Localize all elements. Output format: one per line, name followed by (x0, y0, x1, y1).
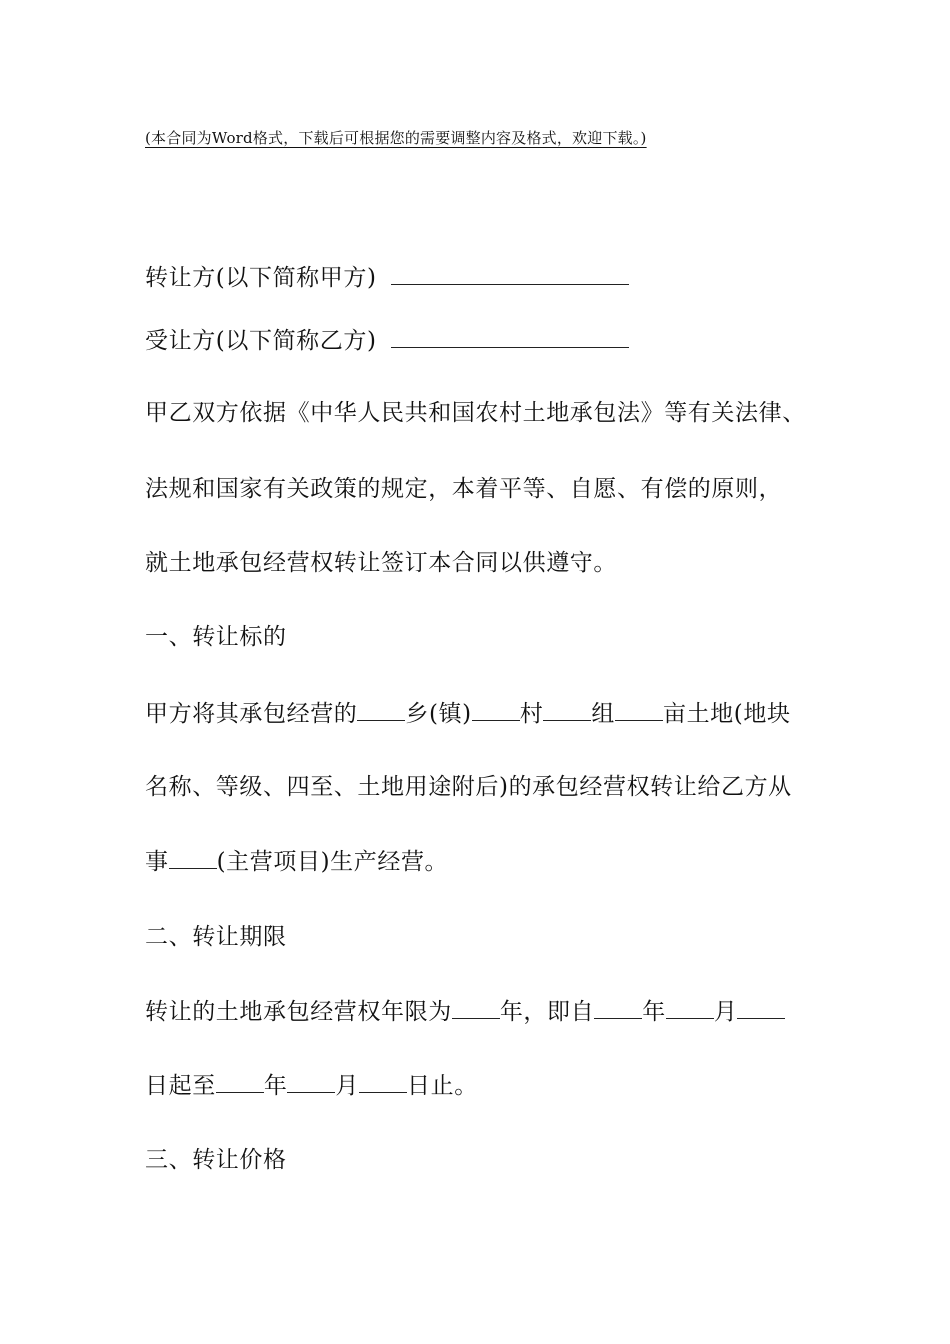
section2-line-1 (145, 996, 785, 1027)
party-a-line (145, 262, 629, 293)
start-month-blank (666, 996, 714, 1019)
party-b-blank (391, 325, 629, 348)
text-segment: 甲方将其承包经营的 (145, 701, 358, 727)
section1-line-1 (145, 698, 791, 729)
years-blank (452, 996, 500, 1019)
section2-line-2 (145, 1070, 478, 1101)
text-segment: 事 (145, 849, 169, 875)
section1-line-2: 名称、等级、四至、土地用途附后)的承包经营权转让给乙方从 (145, 774, 792, 800)
text-segment: 村 (519, 701, 544, 727)
text-segment: 转让的土地承包经营权年限为 (145, 999, 452, 1025)
text-segment: 组 (591, 701, 615, 727)
party-a-label: 转让方(以下简称甲方) (145, 265, 377, 291)
intro-line-2: 法规和国家有关政策的规定，本着平等、自愿、有偿的原则， (145, 476, 783, 502)
intro-line-1: 甲乙双方依据《中华人民共和国农村土地承包法》等有关法律、 (145, 400, 806, 426)
party-a-blank (391, 262, 629, 285)
end-year-blank (216, 1070, 264, 1093)
group-blank (543, 698, 591, 721)
text-segment: 日止。 (407, 1073, 478, 1099)
text-segment: 日起至 (145, 1073, 216, 1099)
text-segment: (主营项目)生产经营。 (216, 849, 449, 875)
text-segment: 年 (263, 1073, 288, 1099)
text-segment: 年，即自 (499, 999, 595, 1025)
end-day-blank (359, 1070, 407, 1093)
village-blank (472, 698, 520, 721)
text-segment: 乡(镇) (405, 701, 472, 727)
end-month-blank (287, 1070, 335, 1093)
text-segment: 年 (642, 999, 666, 1025)
section3-heading: 三、转让价格 (145, 1147, 287, 1173)
township-blank (357, 698, 405, 721)
start-day-blank (737, 996, 785, 1019)
acre-blank (615, 698, 663, 721)
section2-heading: 二、转让期限 (145, 924, 287, 950)
party-b-line (145, 325, 629, 356)
section1-line-3 (145, 846, 448, 877)
text-segment: 月 (335, 1073, 360, 1099)
project-blank (169, 846, 217, 869)
party-b-label: 受让方(以下简称乙方) (145, 328, 377, 354)
text-segment: 月 (713, 999, 738, 1025)
start-year-blank (594, 996, 642, 1019)
section1-heading: 一、转让标的 (145, 624, 287, 650)
format-notice: (本合同为Word格式，下载后可根据您的需要调整内容及格式，欢迎下载。) (145, 129, 647, 147)
intro-line-3: 就土地承包经营权转让签订本合同以供遵守。 (145, 550, 617, 576)
text-segment: 亩土地(地块 (662, 701, 791, 727)
